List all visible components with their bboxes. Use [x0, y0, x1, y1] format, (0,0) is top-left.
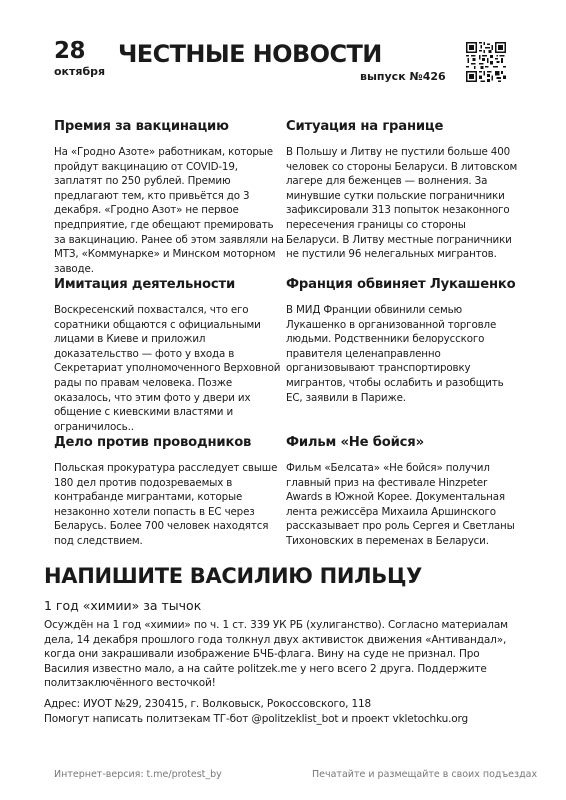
news-title: Дело против проводников — [54, 435, 252, 450]
appeal-address: Адрес: ИУОТ №29, 230415, г. Волковыск, Рокоссовского, 118 — [44, 698, 372, 710]
appeal-help: Помогут написать политзекам ТГ-бот @politzeklist_bot и проект vkletochku.org — [44, 712, 469, 725]
date-day: 28 — [54, 38, 86, 64]
appeal-subtitle: 1 год «химии» за тычок — [44, 598, 202, 613]
news-france-accuses — [286, 277, 518, 405]
appeal-contacts — [44, 697, 524, 726]
news-text: В МИД Франции обвинили семью Лукашенко в организованной торговле людьми. Родственники белорусского правителя целенаправленно организовывают транспортировку мигрантов, чтобы ослабить и разобщить ЕС, заявили в Париже. — [286, 304, 504, 404]
news-vaccination-bonus — [54, 119, 286, 276]
footer-print-note: Печатайте и размещайте в своих подъездах — [312, 769, 538, 780]
news-text: В Польшу и Литву не пустили больше 400 человек со стороны Беларуси. В литовском лагере для беженцев — волнения. За минувшие сутки польские пограничники зафиксировали 313 попыток незаконного пересечения границы со стороны Беларуси. В Литву местные пограничники не пустили 96 нелегальных мигрантов. — [286, 146, 518, 261]
news-text: Польская прокуратура расследует свыше 180 дел против подозреваемых в контрабанде мигрантами, которые незаконно хотели попасть в ЕС через Беларусь. Более 700 человек находятся под следствием. — [54, 462, 278, 547]
news-title: Ситуация на границе — [286, 119, 444, 134]
issue-number: выпуск №426 — [360, 70, 446, 83]
news-title: Франция обвиняет Лукашенко — [286, 277, 516, 292]
appeal-title: НАПИШИТЕ ВАСИЛИЮ ПИЛЬЦУ — [44, 564, 423, 588]
news-text: Фильм «Белсата» «Не бойся» получил главный приз на фестивале Hinzpeter Awards в Южной Корее. Документальная лента режиссёра Михаила Аршинского рассказывает про роль Сергея и Светланы Тихоновских в переменах в Беларуси. — [286, 462, 515, 547]
news-title: Имитация деятельности — [54, 277, 235, 292]
news-text: Воскресенский похвастался, что его соратники общаются с официальными лицами в Киеве и приложил доказательство — фото у входа в Секретариат уполномоченного Верховной рады по правам человека. Позже оказалось, что этим фото у двери их общение с киевскими властями и ограничилось.. — [54, 304, 281, 433]
news-imitation — [54, 277, 286, 434]
news-title: Фильм «Не бойся» — [286, 435, 424, 450]
footer-online-link[interactable]: Интернет-версия: t.me/protest_by — [54, 769, 222, 780]
appeal-body: Осуждён на 1 год «химии» по ч. 1 ст. 339 УК РБ (хулиганство). Согласно материалам дела, 14 декабря прошлого года толкнул двух активисток движения «Антивандал», когда они закрашивали изображение БЧБ-флага. Вину на суде не признал. Про Василия известно мало, а на сайте politzek.me у него всего 2 друга. Поддержите политзаключённого весточкой! — [44, 619, 508, 690]
qr-code-icon[interactable] — [466, 42, 506, 82]
masthead-title: ЧЕСТНЫЕ НОВОСТИ — [118, 40, 382, 68]
news-smuggling-cases — [54, 435, 286, 549]
date-month: октября — [54, 65, 106, 78]
news-border-situation — [286, 119, 518, 262]
news-title: Премия за вакцинацию — [54, 119, 229, 134]
news-film-award — [286, 435, 518, 549]
news-text: На «Гродно Азоте» работникам, которые пройдут вакцинацию от COVID-19, заплатят по 250 рублей. Премию предлагают тем, кто привьётся до 3 декабря. «Гродно Азот» не первое предприятие, где обещают премировать за вакцинацию. Ранее об этом заявляли на МТЗ, «Коммунарке» и Минском моторном заводе. — [54, 146, 284, 275]
